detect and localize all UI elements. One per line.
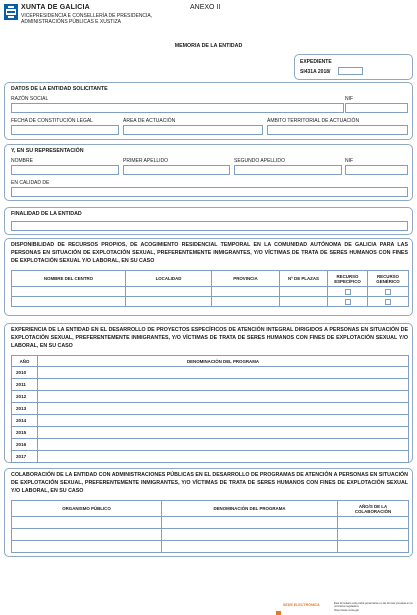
expediente-box (294, 54, 413, 80)
programa-cell[interactable] (38, 367, 409, 379)
table-row (12, 415, 409, 427)
nombre-input[interactable] (11, 165, 119, 175)
razon-social-label: RAZÓN SOCIAL (11, 96, 49, 102)
area-label: ÁREA DE ACTUACIÓN (123, 118, 176, 124)
programa-cell[interactable] (38, 391, 409, 403)
col-nombre-centro: NOMBRE DEL CENTRO (12, 271, 126, 287)
recursos-table (11, 270, 409, 307)
especifico-checkbox[interactable] (345, 299, 351, 305)
nombre-label: NOMBRE (11, 158, 33, 164)
sede-label: SEDE ELECTRÓNICA (283, 603, 320, 607)
year-cell: 2012 (12, 391, 38, 403)
nif-input[interactable] (345, 103, 408, 113)
razon-social-input[interactable] (11, 103, 344, 113)
calidad-label: EN CALIDAD DE (11, 180, 50, 186)
fecha-label: FECHA DE CONSTITUCIÓN LEGAL (11, 118, 93, 124)
section-title: Y, EN SU REPRESENTACIÓN (11, 148, 84, 154)
calidad-input[interactable] (11, 187, 408, 197)
year-cell: 2013 (12, 403, 38, 415)
table-row (12, 427, 409, 439)
expediente-label: EXPEDIENTE (300, 59, 332, 65)
year-cell: 2015 (12, 427, 38, 439)
area-input[interactable] (123, 125, 263, 135)
document-title: MEMORIA DE LA ENTIDAD (174, 43, 243, 49)
sede-electronica-icon (276, 611, 281, 615)
table-row (12, 541, 409, 553)
section-title: DATOS DE LA ENTIDAD SOLICITANTE (11, 86, 108, 92)
footer-note: Este formulario sólo podrá presentarse en las formas previstas en la normativa reguladora (334, 602, 413, 608)
org-line-2: ADMINISTRACIÓNS PÚBLICAS E XUSTIZA (21, 19, 122, 25)
year-cell: 2016 (12, 439, 38, 451)
col-programa: DENOMINACIÓN DEL PROGRAMA (38, 356, 409, 367)
especifico-checkbox[interactable] (345, 289, 351, 295)
programa-cell[interactable] (38, 427, 409, 439)
colaboracion-table (11, 500, 409, 553)
rep-nif-input[interactable] (345, 165, 408, 175)
programa-cell[interactable] (38, 451, 409, 463)
primer-apellido-label: PRIMER APELLIDO (123, 158, 169, 164)
programa-cell[interactable] (38, 439, 409, 451)
year-cell: 2011 (12, 379, 38, 391)
table-row (12, 451, 409, 463)
experiencia-table (11, 355, 409, 463)
table-row (12, 529, 409, 541)
disponibilidad-text: DISPONIBILIDAD DE RECURSOS PROPIOS, DE ACOGIMIENTO RESIDENCIAL TEMPORAL EN LA COMUNIDAD AUTÓNOMA DE GALICIA PARA LAS PERSONAS EN SITUACIÓN DE EXPLOTACIÓN SEXUAL, PREFERENTEMENTE INMIGRANTES, Y/O VÍCTIMAS DE TRATA DE SERES HUMANOS CON FINES DE EXPLOTACIÓN SEXUAL Y/O LABORAL, EN SU CASO (11, 242, 408, 264)
footer-url[interactable]: https://sede.xunta.gal (334, 609, 359, 612)
col-provincia: PROVINCIA (212, 271, 280, 287)
logo-text: XUNTA DE GALICIA (21, 4, 90, 11)
table-row (12, 517, 409, 529)
programa-cell[interactable] (38, 415, 409, 427)
segundo-apellido-input[interactable] (234, 165, 342, 175)
section-title: FINALIDAD DE LA ENTIDAD (11, 211, 82, 217)
col-localidad: LOCALIDAD (126, 271, 212, 287)
expediente-value: SI431A 2018/ (300, 69, 331, 75)
table-row (12, 297, 409, 307)
col-recurso-especifico: RECURSO ESPECÍFICO (328, 271, 368, 287)
col-anio: AÑO (12, 356, 38, 367)
col-denominacion: DENOMINACIÓN DEL PROGRAMA (162, 501, 338, 517)
programa-cell[interactable] (38, 379, 409, 391)
experiencia-text: EXPERIENCIA DE LA ENTIDAD EN EL DESARROLLO DE PROYECTOS ESPECÍFICOS DE ATENCIÓN INTEGRAL DIRIGIDOS A PERSONAS EN SITUACIÓN DE EXPLOTACIÓN SEXUAL, PREFERENTEMENTE INMIGRANTES, Y/O VÍCTIMAS DE TRATA DE SERES HUMANOS CON FINES DE EXPLOTACIÓN SEXUAL Y/O LABORAL, EN SU CASO (11, 327, 408, 349)
section-representacion (4, 144, 413, 201)
col-anios-colaboracion: AÑO/S DE LA COLABORACIÓN (338, 501, 409, 517)
org-line-1: VICEPRESIDENCIA E CONSELLERÍA DE PRESIDENCIA, (21, 13, 153, 19)
year-cell: 2017 (12, 451, 38, 463)
table-row (12, 379, 409, 391)
table-row (12, 403, 409, 415)
section-datos-entidad (4, 82, 413, 140)
generico-checkbox[interactable] (385, 299, 391, 305)
xunta-emblem-icon (4, 4, 18, 20)
segundo-apellido-label: SEGUNDO APELLIDO (234, 158, 285, 164)
programa-cell[interactable] (38, 403, 409, 415)
section-experiencia (4, 323, 413, 463)
col-recurso-generico: RECURSO GENÉRICO (368, 271, 409, 287)
table-row (12, 367, 409, 379)
year-cell: 2014 (12, 415, 38, 427)
table-row (12, 287, 409, 297)
primer-apellido-input[interactable] (123, 165, 230, 175)
ambito-label: ÁMBITO TERRITORIAL DE ACTUACIÓN (267, 118, 360, 124)
xunta-logo (4, 4, 18, 20)
table-row (12, 439, 409, 451)
year-cell: 2010 (12, 367, 38, 379)
section-finalidad (4, 207, 413, 235)
col-plazas: Nº DE PLAZAS (280, 271, 328, 287)
finalidad-input[interactable] (11, 221, 408, 231)
nif-label: NIF (345, 96, 354, 102)
sede-logo (276, 603, 281, 608)
generico-checkbox[interactable] (385, 289, 391, 295)
table-row (12, 391, 409, 403)
expediente-input[interactable] (338, 67, 363, 75)
rep-nif-label: NIF (345, 158, 354, 164)
colaboracion-text: COLABORACIÓN DE LA ENTIDAD CON ADMINISTRACIONES PÚBLICAS EN EL DESARROLLO DE PROGRAMAS DE ATENCIÓN A PERSONAS EN SITUACIÓN DE EXPLOTACIÓN SEXUAL, PREFERENTEMENTE INMIGRANTES, Y/O VÍCTIMAS DE TRATA DE SERES HUMANOS CON FINES DE EXPLOTACIÓN SEXUAL Y/O LABORAL, EN SU CASO (11, 472, 408, 494)
fecha-input[interactable] (11, 125, 119, 135)
col-organismo: ORGANISMO PÚBLICO (12, 501, 162, 517)
ambito-input[interactable] (267, 125, 408, 135)
section-disponibilidad (4, 238, 413, 316)
annex-label: ANEXO II (190, 4, 221, 11)
section-colaboracion (4, 468, 413, 557)
